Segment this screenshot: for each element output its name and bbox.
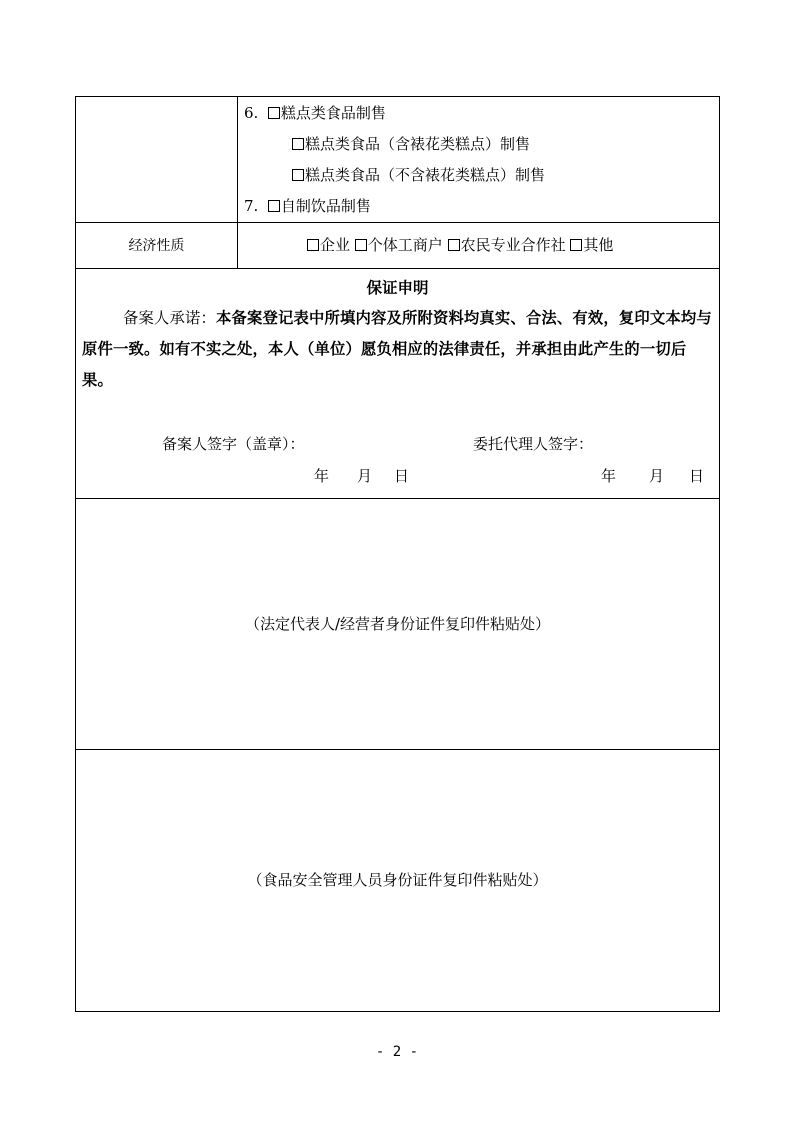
option-cooperative: 农民专业合作社 <box>460 236 566 254</box>
column-divider <box>237 223 238 268</box>
agent-date-day: 日 <box>689 467 705 485</box>
agent-date-year: 年 <box>601 467 617 485</box>
option-individual-business: 个体工商户 <box>367 236 443 254</box>
guarantee-body: 本备案登记表中所填内容及所附资料均真实、合法、有效，复印文本均与原件一致。如有不实之处，本人（单位）愿负相应的法律责任，并承担由此产生的一切后果。 <box>82 309 712 389</box>
item-7-checkbox[interactable] <box>268 200 280 212</box>
guarantee-title: 保证申明 <box>366 279 429 297</box>
filer-date-month: 月 <box>357 467 373 485</box>
item-6-label: 糕点类食品制售 <box>280 104 386 122</box>
item-6 <box>244 104 386 122</box>
guarantee-row <box>76 269 719 499</box>
economic-nature-row <box>76 223 719 269</box>
option-other: 其他 <box>583 236 614 254</box>
item-6-checkbox[interactable] <box>268 107 280 119</box>
item-6-sub2 <box>292 166 545 184</box>
agent-date-month: 月 <box>649 467 665 485</box>
filer-date <box>314 467 409 485</box>
item-6-sub2-checkbox[interactable] <box>292 169 304 181</box>
guarantee-statement <box>82 303 714 396</box>
safety-manager-id-paste-area <box>76 750 719 1011</box>
filer-date-day: 日 <box>394 467 410 485</box>
item-7 <box>244 197 371 215</box>
agent-signature-label: 委托代理人签字： <box>473 435 594 453</box>
filing-form-table <box>75 96 720 1012</box>
filer-signature-label: 备案人签字（盖章）： <box>162 435 305 453</box>
option-individual-business-checkbox[interactable] <box>355 239 367 251</box>
item-6-number: 6. <box>244 104 259 122</box>
legal-rep-id-caption: （法定代表人/经营者身份证件复印件粘贴处） <box>244 615 551 633</box>
guarantee-lead: 备案人承诺： <box>123 309 216 327</box>
economic-nature-options <box>307 236 613 254</box>
item-6-sub1 <box>292 135 530 153</box>
option-enterprise-checkbox[interactable] <box>307 239 319 251</box>
item-7-number: 7. <box>244 197 259 215</box>
column-divider <box>237 97 238 222</box>
item-6-sub2-label: 糕点类食品（不含裱花类糕点）制售 <box>305 166 546 184</box>
legal-rep-id-paste-area <box>76 499 719 750</box>
option-enterprise: 企业 <box>320 236 351 254</box>
page-number: - 2 - <box>375 1044 419 1060</box>
food-category-row <box>76 97 719 223</box>
option-cooperative-checkbox[interactable] <box>448 239 460 251</box>
safety-manager-id-caption: （食品安全管理人员身份证件复印件粘贴处） <box>247 871 548 889</box>
agent-date <box>601 467 704 485</box>
filer-date-year: 年 <box>314 467 330 485</box>
economic-nature-label: 经济性质 <box>128 238 185 254</box>
option-other-checkbox[interactable] <box>570 239 582 251</box>
item-6-sub1-checkbox[interactable] <box>292 138 304 150</box>
item-7-label: 自制饮品制售 <box>280 197 371 215</box>
item-6-sub1-label: 糕点类食品（含裱花类糕点）制售 <box>305 135 531 153</box>
